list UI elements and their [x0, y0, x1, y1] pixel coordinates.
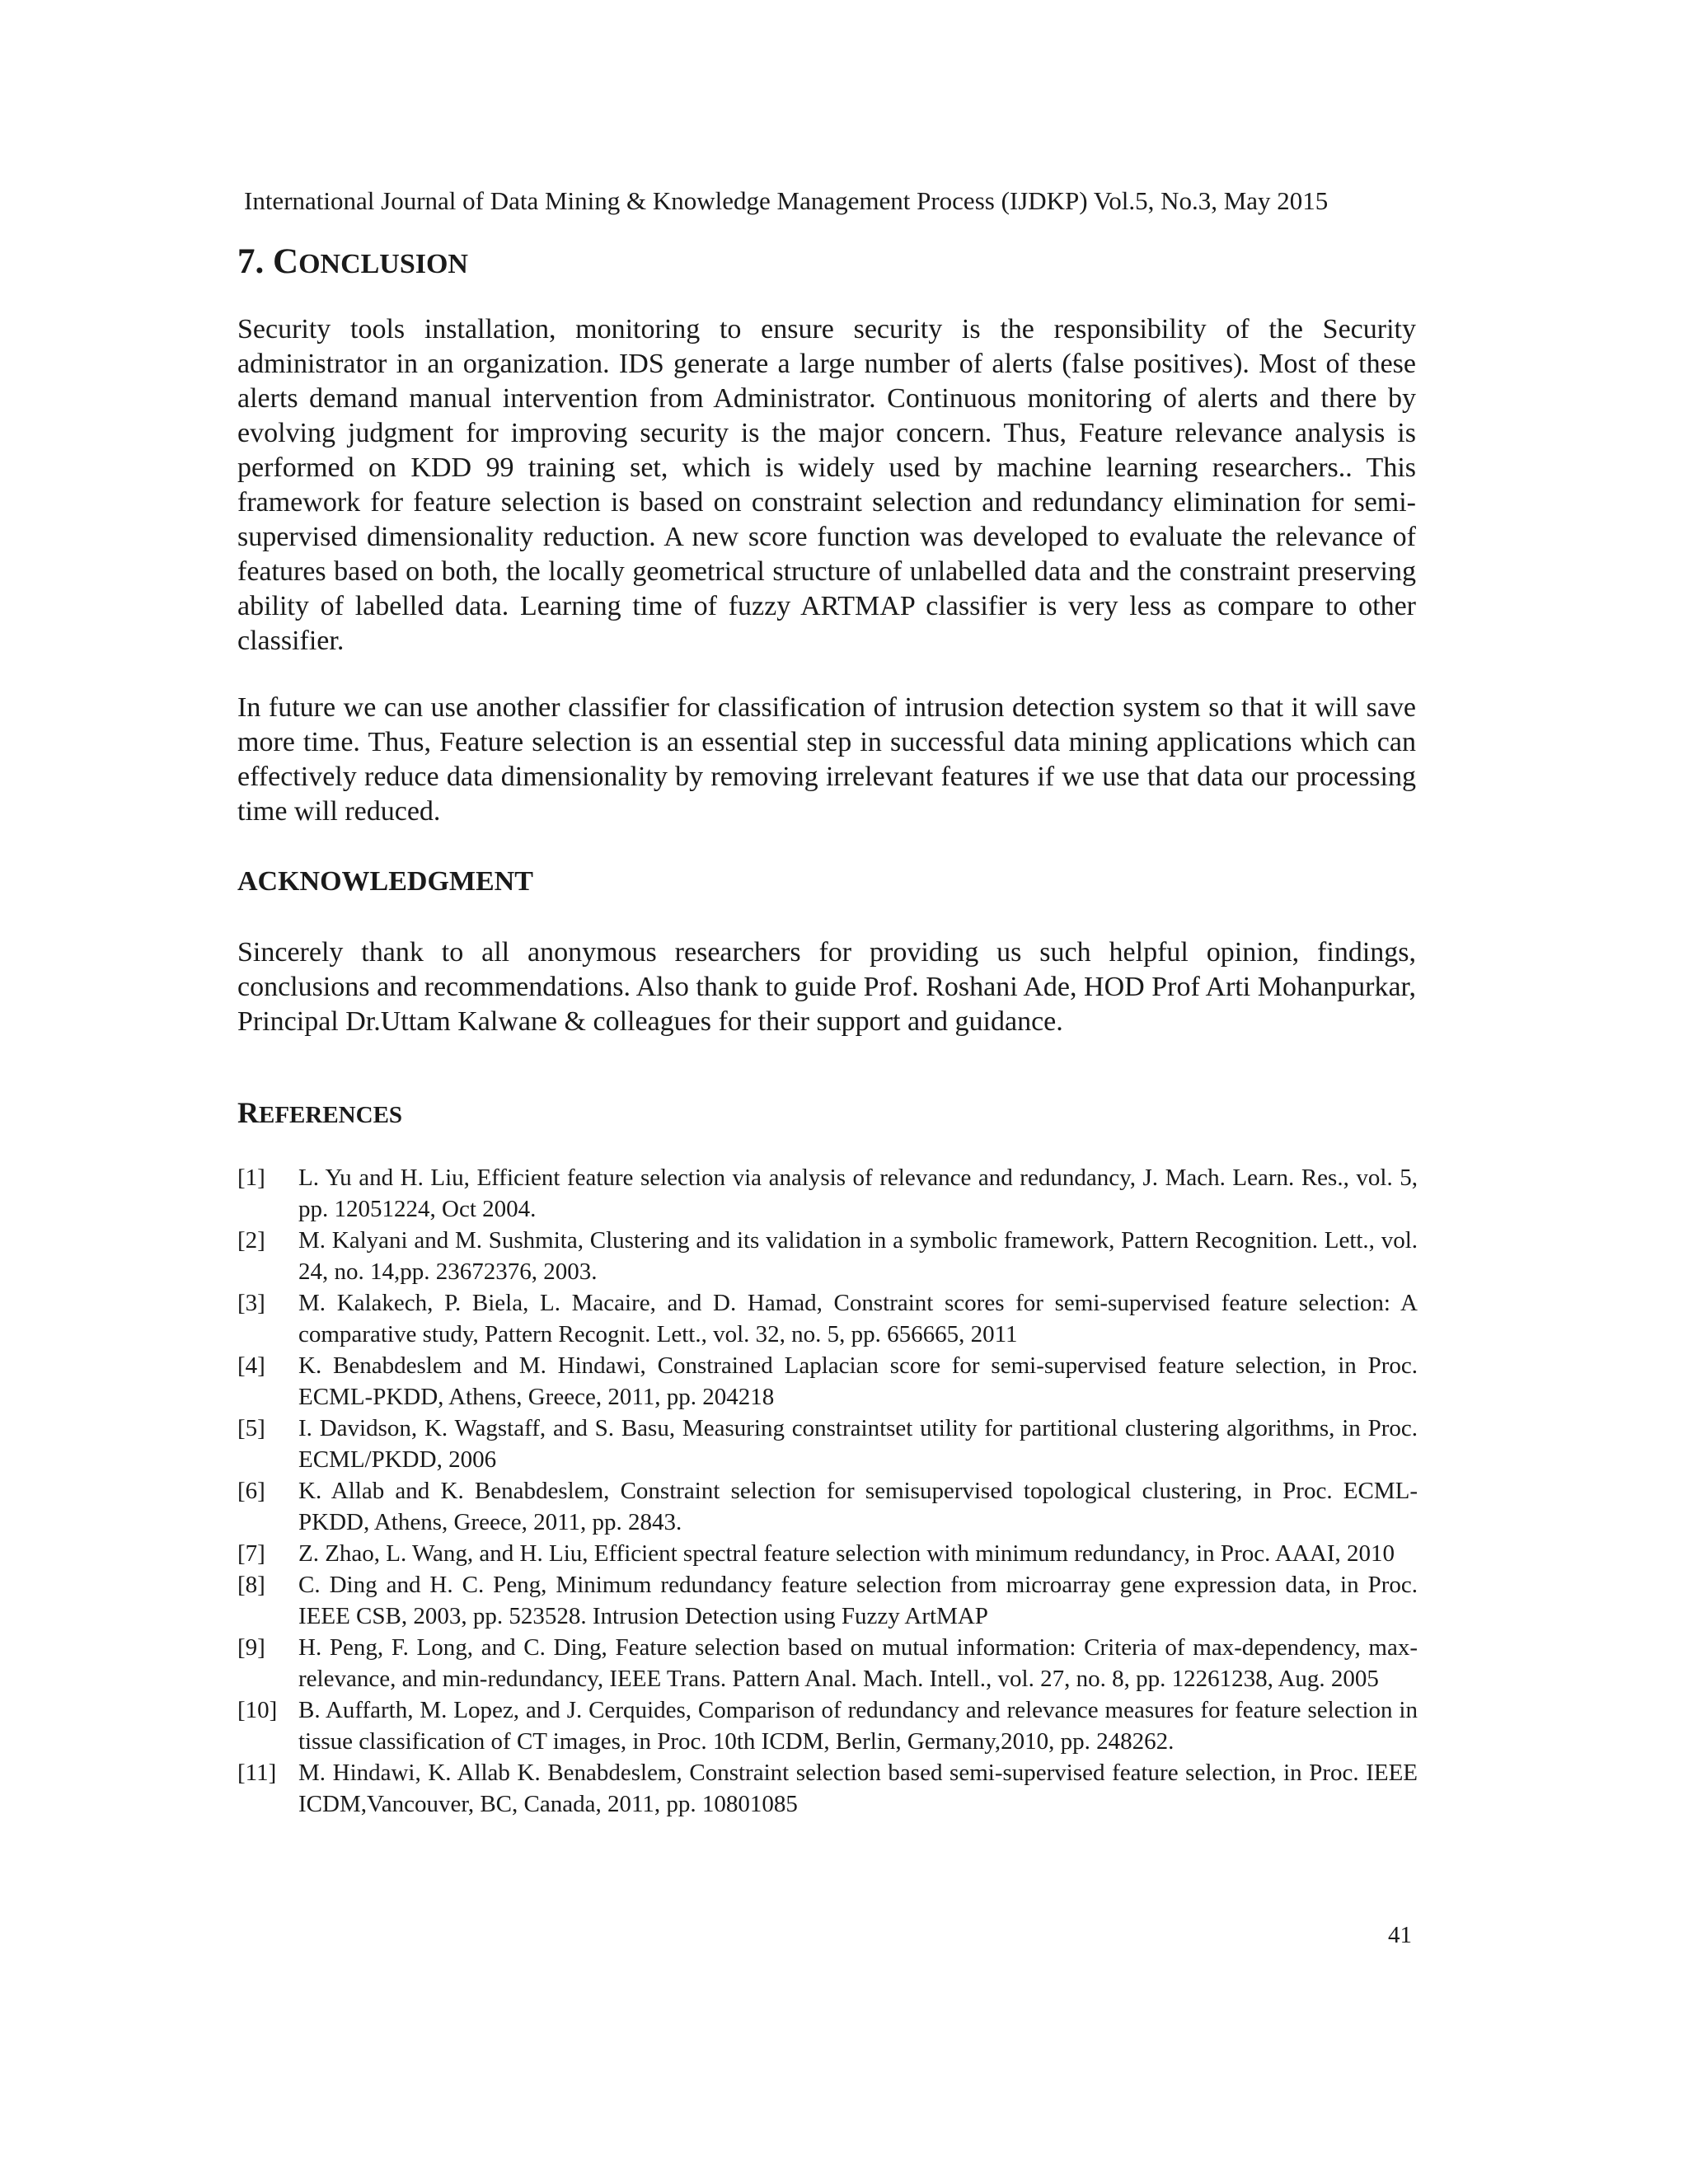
- references-title-initial: R: [237, 1096, 259, 1129]
- section-title-conclusion: [237, 239, 468, 288]
- reference-text: Z. Zhao, L. Wang, and H. Liu, Efficient spectral feature selection with minimum redundancy, in Proc. AAAI, 2010: [298, 1540, 1395, 1567]
- acknowledgment-paragraph: Sincerely thank to all anonymous researchers for providing us such helpful opinion, findings, conclusions and recommendations. Also thank to guide Prof. Roshani Ade, HOD Prof Arti Mohanpurkar, Principal Dr.Uttam Kalwane & colleagues for their support and guidance.: [237, 937, 1416, 1037]
- reference-text: C. Ding and H. C. Peng, Minimum redundancy feature selection from microarray gene expression data, in Proc. IEEE CSB, 2003, pp. 523528. Intrusion Detection using Fuzzy ArtMAP: [298, 1572, 1418, 1629]
- section-number: 7.: [237, 242, 265, 281]
- reference-number: [6]: [237, 1478, 265, 1504]
- reference-text: B. Auffarth, M. Lopez, and J. Cerquides, Comparison of redundancy and relevance measures for feature selection in tissue classification of CT images, in Proc. 10th ICDM, Berlin, Germany,2010, pp. 248262.: [298, 1697, 1418, 1755]
- reference-number: [11]: [237, 1760, 277, 1786]
- reference-text: M. Kalakech, P. Biela, L. Macaire, and D. Hamad, Constraint scores for semi-supervised feature selection: A comparative study, Pattern Recognit. Lett., vol. 32, no. 5, pp. 656665, 2011: [298, 1290, 1418, 1347]
- reference-text: M. Hindawi, K. Allab K. Benabdeslem, Constraint selection based semi-supervised feature selection, in Proc. IEEE ICDM,Vancouver, BC, Canada, 2011, pp. 10801085: [298, 1760, 1418, 1817]
- reference-item: [237, 1757, 1418, 1820]
- reference-item: [237, 1225, 1418, 1287]
- reference-number: [5]: [237, 1415, 265, 1441]
- reference-item: [237, 1287, 1418, 1350]
- reference-item: [237, 1538, 1418, 1569]
- reference-number: [10]: [237, 1697, 278, 1723]
- reference-item: [237, 1413, 1418, 1475]
- reference-number: [3]: [237, 1290, 265, 1316]
- reference-list: [237, 1162, 1418, 1820]
- conclusion-paragraph-2: In future we can use another classifier for classification of intrusion detection system so that it will save more time. Thus, Feature selection is an essential step in successful data mining applications which can effectively reduce data dimensionality by removing irrelevant features if we use that data our processing time will reduced.: [237, 692, 1416, 827]
- reference-item: [237, 1694, 1418, 1757]
- reference-text: L. Yu and H. Liu, Efficient feature selection via analysis of relevance and redundancy, J. Mach. Learn. Res., vol. 5, pp. 12051224, Oct 2004.: [298, 1165, 1418, 1222]
- reference-number: [9]: [237, 1634, 265, 1661]
- reference-number: [7]: [237, 1540, 265, 1567]
- page-number: 41: [1388, 1922, 1412, 1948]
- reference-item: [237, 1162, 1418, 1225]
- reference-item: [237, 1569, 1418, 1632]
- reference-text: K. Allab and K. Benabdeslem, Constraint selection for semisupervised topological clustering, in Proc. ECML-PKDD, Athens, Greece, 2011, pp. 2843.: [298, 1478, 1418, 1535]
- conclusion-paragraph-1: Security tools installation, monitoring to ensure security is the responsibility of the Security administrator in an organization. IDS generate a large number of alerts (false positives). Most of these alerts demand manual intervention from Administrator. Continuous monitoring of alerts and there by evolving judgment for improving security is the major concern. Thus, Feature relevance analysis is performed on KDD 99 training set, which is widely used by machine learning researchers.. This framework for feature selection is based on constraint selection and redundancy elimination for semi-supervised dimensionality reduction. A new score function was developed to evaluate the relevance of features based on both, the locally geometrical structure of unlabelled data and the constraint preserving ability of labelled data. Learning time of fuzzy ARTMAP classifier is very less as compare to other classifier.: [237, 314, 1416, 656]
- reference-item: [237, 1350, 1418, 1413]
- reference-number: [8]: [237, 1572, 265, 1598]
- reference-text: I. Davidson, K. Wagstaff, and S. Basu, Measuring constraintset utility for partitional clustering algorithms, in Proc. ECML/PKDD, 2006: [298, 1415, 1418, 1473]
- reference-text: M. Kalyani and M. Sushmita, Clustering and its validation in a symbolic framework, Pattern Recognition. Lett., vol. 24, no. 14,pp. 23672376, 2003.: [298, 1227, 1418, 1285]
- references-title-rest: EFERENCES: [259, 1102, 403, 1128]
- reference-text: H. Peng, F. Long, and C. Ding, Feature selection based on mutual information: Criteria of max-dependency, max-relevance, and min-redundancy, IEEE Trans. Pattern Anal. Mach. Intell., vol. 27, no. 8, pp. 12261238, Aug. 2005: [298, 1634, 1418, 1692]
- running-header: International Journal of Data Mining & Knowledge Management Process (IJDKP) Vol.5, No.3, May 2015: [244, 186, 1329, 215]
- references-heading: [237, 1094, 402, 1133]
- reference-number: [2]: [237, 1227, 265, 1254]
- section-title-rest: ONCLUSION: [298, 249, 468, 279]
- reference-item: [237, 1475, 1418, 1538]
- reference-number: [1]: [237, 1165, 265, 1191]
- reference-item: [237, 1632, 1418, 1694]
- reference-text: K. Benabdeslem and M. Hindawi, Constrained Laplacian score for semi-supervised feature selection, in Proc. ECML-PKDD, Athens, Greece, 2011, pp. 204218: [298, 1352, 1418, 1410]
- section-title-initial: C: [273, 242, 299, 281]
- acknowledgment-heading: ACKNOWLEDGMENT: [237, 866, 533, 897]
- reference-number: [4]: [237, 1352, 265, 1379]
